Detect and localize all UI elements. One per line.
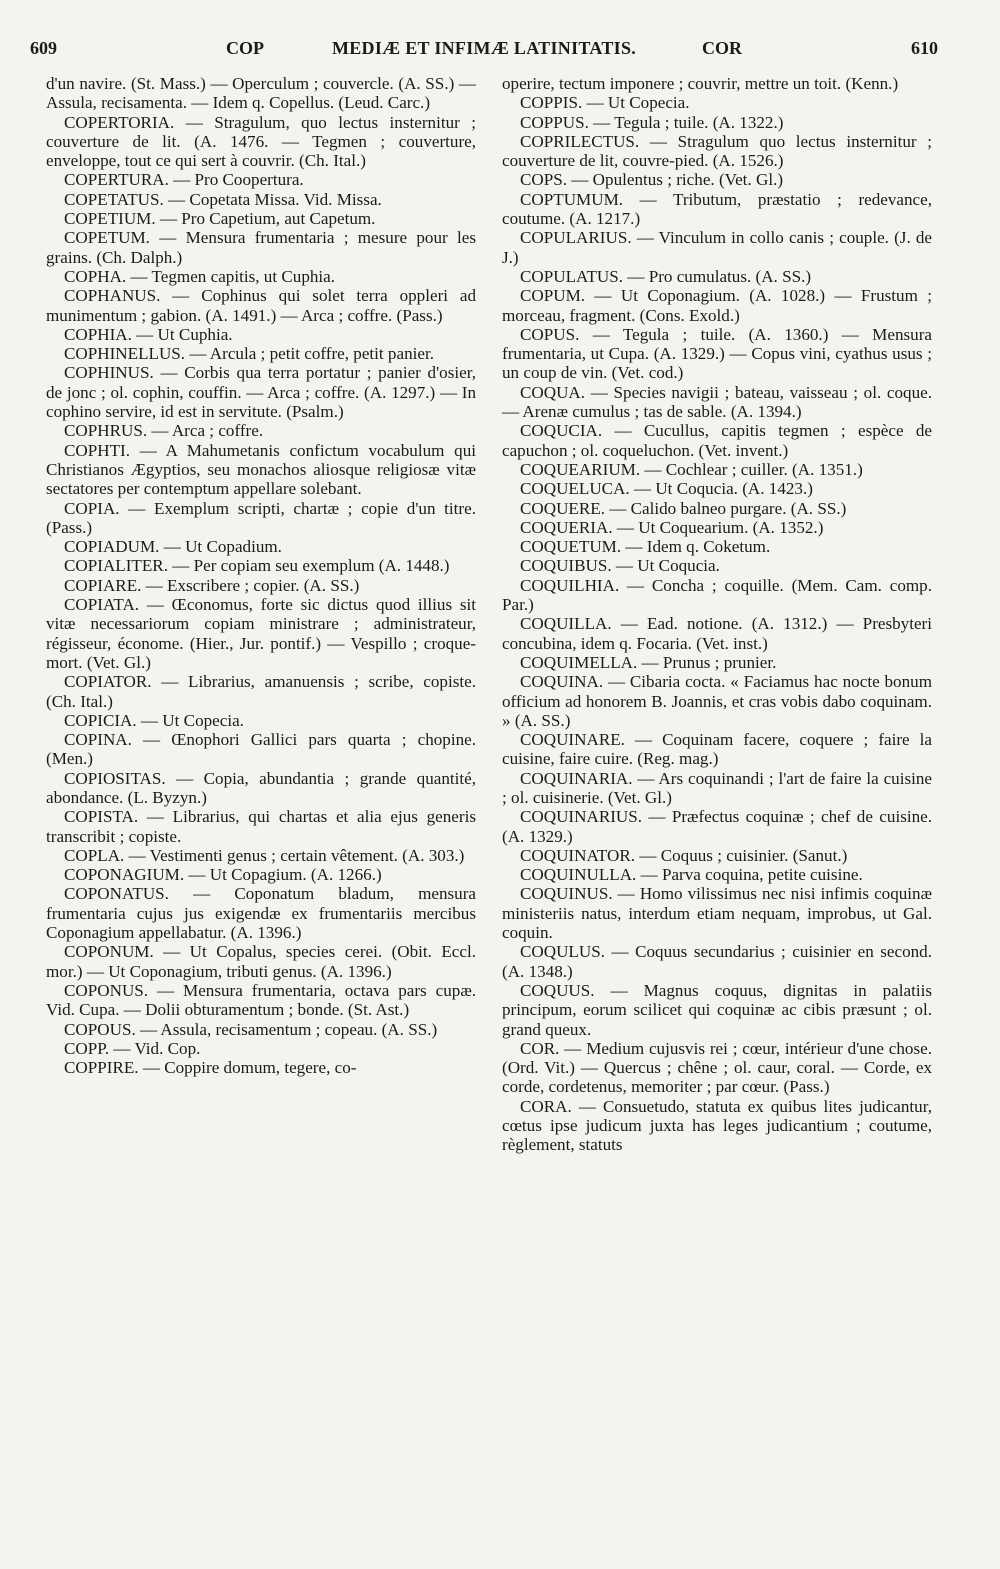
dictionary-entry: COQUIBUS. — Ut Coqucia. bbox=[520, 556, 720, 576]
dictionary-entry: COPUS. — Tegula ; tuile. (A. 1360.) — Mensura frumentaria, ut Cupa. (A. 1329.) — Copus vini, cyathus usus ; un coup de vin. (Vet. cod.) bbox=[502, 324, 932, 383]
dictionary-entry: COPPIS. — Ut Copecia. bbox=[520, 93, 690, 113]
dictionary-entry: COPIATOR. — Librarius, amanuensis ; scribe, copiste. (Ch. Ital.) bbox=[46, 672, 476, 711]
dictionary-entry: COPISTA. — Librarius, qui chartas et alia ejus generis transcribit ; copiste. bbox=[46, 807, 476, 846]
dictionary-entry: COPHTI. — A Mahumetanis confictum vocabulum qui Christianos Ægyptios, seu monachos aliosque religiosæ vitæ sectatores per contemptum appellare solebant. bbox=[46, 440, 476, 499]
dictionary-entry: COPULATUS. — Pro cumulatus. (A. SS.) bbox=[520, 266, 812, 286]
dictionary-entry: COPTUMUM. — Tributum, præstatio ; redevance, coutume. (A. 1217.) bbox=[502, 189, 932, 229]
dictionary-entry: COPPIRE. — Coppire domum, tegere, co- bbox=[64, 1058, 357, 1078]
dictionary-entry: d'un navire. (St. Mass.) — Operculum ; couvercle. (A. SS.) — Assula, recisamenta. — Idem q. Copellus. (Leud. Carc.) bbox=[46, 74, 476, 113]
dictionary-entry: COPHIA. — Ut Cuphia. bbox=[64, 324, 233, 344]
dictionary-entry: COQUINATOR. — Coquus ; cuisinier. (Sanut.) bbox=[520, 845, 848, 865]
dictionary-entry: COPHINUS. — Corbis qua terra portatur ; panier d'osier, de jonc ; ol. cophin, couffin. — Arca ; coffre. (A. 1297.) — In cophino servire, id est in servitute. (Psalm.) bbox=[46, 363, 476, 422]
dictionary-entry: COQUEARIUM. — Cochlear ; cuiller. (A. 1351.) bbox=[520, 459, 863, 479]
dictionary-entry: COQUINARIA. — Ars coquinandi ; l'art de faire la cuisine ; ol. cuisinerie. (Vet. Gl.) bbox=[502, 768, 932, 807]
dictionary-entry: COQULUS. — Coquus secundarius ; cuisinier en second. (A. 1348.) bbox=[502, 942, 932, 981]
page-number-right: 610 bbox=[911, 38, 938, 58]
dictionary-entry: COPETIUM. — Pro Capetium, aut Capetum. bbox=[64, 209, 376, 229]
text-column-left bbox=[46, 74, 476, 1077]
dictionary-entry: COQUILLA. — Ead. notione. (A. 1312.) — Presbyteri concubina, idem q. Focaria. (Vet. inst.) bbox=[502, 614, 932, 653]
catchword-right: COR bbox=[702, 38, 742, 58]
page-number-left: 609 bbox=[30, 38, 57, 58]
dictionary-entry: COPIATA. — Œconomus, forte sic dictus quod illius sit vitæ necessariorum copiam ministrare ; administrateur, régisseur, économe. (Hier., Jur. pontif.) — Vespillo ; croque-mort. (Vet. Gl.) bbox=[46, 595, 476, 672]
dictionary-entry: COPONUS. — Mensura frumentaria, octava pars cupæ. Vid. Cupa. — Dolii obturamentum ; bonde. (St. Ast.) bbox=[46, 980, 476, 1020]
dictionary-entry: COPP. — Vid. Cop. bbox=[64, 1038, 201, 1058]
dictionary-entry: COQUERE. — Calido balneo purgare. (A. SS.) bbox=[520, 498, 847, 518]
dictionary-entry: COPPUS. — Tegula ; tuile. (A. 1322.) bbox=[520, 112, 784, 132]
dictionary-entry: COPULARIUS. — Vinculum in collo canis ; couple. (J. de J.) bbox=[502, 228, 932, 267]
dictionary-entry: COPIA. — Exemplum scripti, chartæ ; copie d'un titre. (Pass.) bbox=[46, 498, 476, 537]
dictionary-entry: COQUERIA. — Ut Coquearium. (A. 1352.) bbox=[520, 517, 824, 537]
dictionary-entry: COPERTURA. — Pro Coopertura. bbox=[64, 170, 304, 190]
dictionary-entry: COQUINA. — Cibaria cocta. « Faciamus hac nocte bonum officium ad honorem B. Joannis, et cras vobis dabo coquinam. » (A. SS.) bbox=[502, 672, 932, 730]
dictionary-entry: COPONATUS. — Coponatum bladum, mensura frumentaria cujus jus exigendæ ex frumentariis mercibus Coponagium appellabatur. (A. 1396.) bbox=[46, 884, 476, 943]
catchword-left: COP bbox=[226, 38, 264, 58]
dictionary-entry: COR. — Medium cujusvis rei ; cœur, intérieur d'une chose. (Ord. Vit.) — Quercus ; chêne ; ol. caur, coral. — Corde, ex corde, cordetenus, memoriter ; par cœur. (Pass.) bbox=[502, 1038, 932, 1097]
dictionary-entry: operire, tectum imponere ; couvrir, mettre un toit. (Kenn.) bbox=[502, 74, 899, 93]
dictionary-entry: COPETUM. — Mensura frumentaria ; mesure pour les grains. (Ch. Dalph.) bbox=[46, 228, 476, 267]
dictionary-entry: COQUCIA. — Cucullus, capitis tegmen ; espèce de capuchon ; ol. coqueluchon. (Vet. invent.) bbox=[502, 421, 932, 460]
dictionary-entry: COQUINARE. — Coquinam facere, coquere ; faire la cuisine, faire cuire. (Reg. mag.) bbox=[502, 730, 932, 769]
dictionary-entry: COPICIA. — Ut Copecia. bbox=[64, 710, 244, 730]
dictionary-entry: COPINA. — Œnophori Gallici pars quarta ; chopine. (Men.) bbox=[46, 730, 476, 769]
dictionary-entry: COPHA. — Tegmen capitis, ut Cuphia. bbox=[64, 266, 336, 286]
dictionary-entry: COPETATUS. — Copetata Missa. Vid. Missa. bbox=[64, 189, 382, 209]
text-column-right bbox=[502, 74, 932, 1155]
dictionary-entry: COQUUS. — Magnus coquus, dignitas in palatiis principum, eorum scilicet qui coquinæ ac cibis præsunt ; ol. grand queux. bbox=[502, 980, 932, 1039]
dictionary-entry: COPHRUS. — Arca ; coffre. bbox=[64, 421, 264, 441]
dictionary-entry: COPIOSITAS. — Copia, abundantia ; grande quantité, abondance. (L. Byzyn.) bbox=[46, 768, 476, 807]
running-title: MEDIÆ ET INFIMÆ LATINITATIS. bbox=[331, 38, 637, 58]
dictionary-entry: CORA. — Consuetudo, statuta ex quibus lites judicantur, cœtus ipse judicum juxta has leges judicantium ; coutume, règlement, statuts bbox=[502, 1096, 932, 1155]
dictionary-entry: COPHINELLUS. — Arcula ; petit coffre, petit panier. bbox=[64, 344, 434, 364]
dictionary-entry: COPIALITER. — Per copiam seu exemplum (A. 1448.) bbox=[64, 556, 450, 576]
dictionary-entry: COPERTORIA. — Stragulum, quo lectus insternitur ; couverture de lit. (A. 1476. — Tegmen ; couverture, enveloppe, tout ce qui sert à couvrir. (Ch. Ital.) bbox=[46, 112, 476, 171]
dictionary-entry: COPONAGIUM. — Ut Copagium. (A. 1266.) bbox=[64, 865, 382, 885]
dictionary-entry: COPS. — Opulentus ; riche. (Vet. Gl.) bbox=[520, 170, 784, 190]
dictionary-entry: COPONUM. — Ut Copalus, species cerei. (Obit. Eccl. mor.) — Ut Coponagium, tributi genus. (A. 1396.) bbox=[46, 942, 476, 981]
dictionary-entry: COQUELUCA. — Ut Coqucia. (A. 1423.) bbox=[520, 479, 813, 499]
dictionary-entry: COQUETUM. — Idem q. Coketum. bbox=[520, 537, 771, 557]
dictionary-entry: COPRILECTUS. — Stragulum quo lectus insternitur ; couverture de lit, couvre-pied. (A. 1526.) bbox=[502, 131, 932, 171]
dictionary-entry: COQUILHIA. — Concha ; coquille. (Mem. Cam. comp. Par.) bbox=[502, 575, 932, 615]
dictionary-entry: COPIARE. — Exscribere ; copier. (A. SS.) bbox=[64, 575, 360, 595]
dictionary-entry: COPUM. — Ut Coponagium. (A. 1028.) — Frustum ; morceau, fragment. (Cons. Exold.) bbox=[502, 286, 932, 325]
dictionary-entry: COPOUS. — Assula, recisamentum ; copeau. (A. SS.) bbox=[64, 1019, 438, 1039]
dictionary-entry: COQUINARIUS. — Præfectus coquinæ ; chef de cuisine. (A. 1329.) bbox=[502, 807, 932, 846]
running-header bbox=[30, 38, 938, 68]
dictionary-entry: COQUINULLA. — Parva coquina, petite cuisine. bbox=[520, 865, 863, 885]
dictionary-entry: COPHANUS. — Cophinus qui solet terra oppleri ad munimentum ; gabion. (A. 1491.) — Arca ; coffre. (Pass.) bbox=[46, 286, 476, 325]
dictionary-entry: COQUA. — Species navigii ; bateau, vaisseau ; ol. coque. — Arenæ cumulus ; tas de sable. (A. 1394.) bbox=[502, 382, 932, 422]
dictionary-entry: COPIADUM. — Ut Copadium. bbox=[64, 537, 282, 557]
dictionary-entry: COQUINUS. — Homo vilissimus nec nisi infimis coquinæ ministeriis natus, interdum etiam nequam, improbus, ut Gal. coquin. bbox=[502, 884, 932, 943]
dictionary-entry: COQUIMELLA. — Prunus ; prunier. bbox=[520, 652, 777, 672]
dictionary-entry: COPLA. — Vestimenti genus ; certain vêtement. (A. 303.) bbox=[64, 845, 465, 865]
